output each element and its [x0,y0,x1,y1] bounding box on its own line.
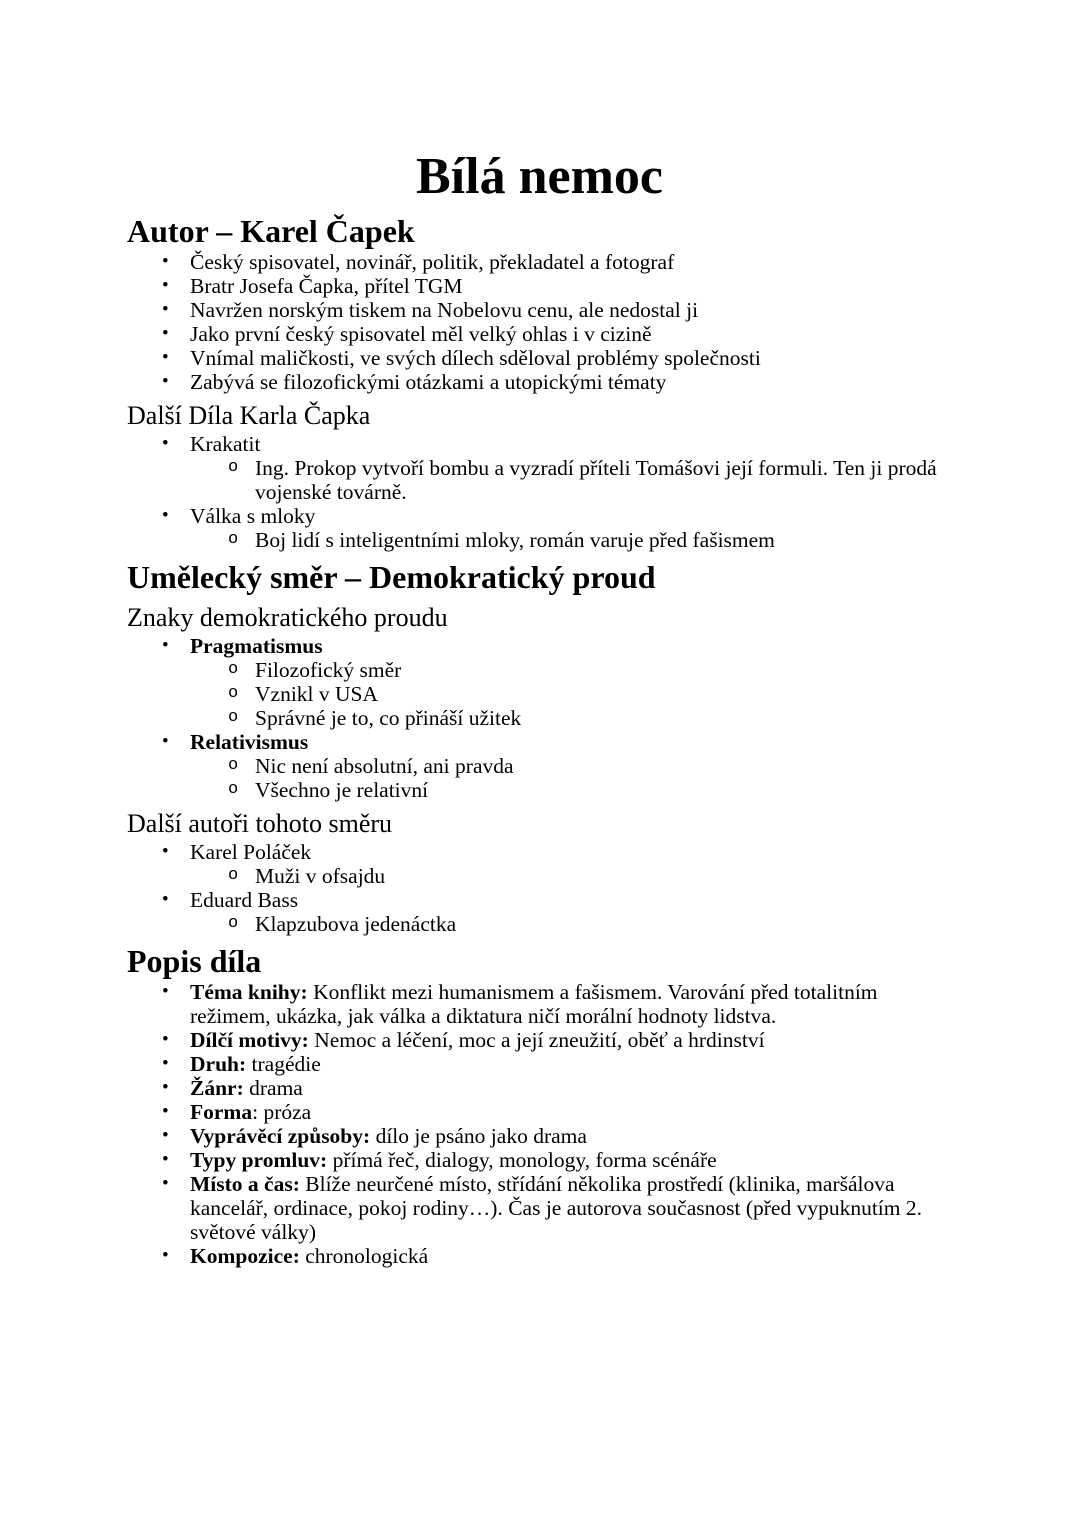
item-text: Nic není absolutní, ani pravda [255,754,514,778]
bullet-icon: • [162,371,169,392]
bullet-icon: • [162,347,169,368]
bullet-icon: • [162,1101,169,1122]
list-subitem [127,528,952,552]
item-label: Forma [190,1100,253,1124]
bullet-icon: • [162,1053,169,1074]
bullet-icon: • [162,1173,169,1194]
bullet-icon: • [162,731,169,752]
item-text: Bratr Josefa Čapka, přítel TGM [190,274,463,298]
item-label: Vyprávěcí způsoby: [190,1124,371,1148]
circle-icon: o [228,530,239,549]
bullet-icon: • [162,1029,169,1050]
item-text: přímá řeč, dialogy, monology, forma scénáře [327,1148,717,1172]
list-subitem [127,682,952,706]
list-item [127,1172,952,1244]
list-item [127,504,952,528]
item-text: drama [243,1076,303,1100]
list-item [127,432,952,456]
list-item [127,274,952,298]
item-text: Navržen norským tiskem na Nobelovu cenu, ale nedostal ji [190,298,699,322]
heading-popis-dila: Popis díla [127,943,262,979]
list-subitem [127,864,952,888]
list-item [127,322,952,346]
item-text: chronologická [299,1244,429,1268]
list-item [127,730,952,754]
list-subitem [127,456,952,504]
item-label: Žánr: [190,1076,244,1100]
item-text: Eduard Bass [190,888,299,912]
item-text: Vnímal maličkosti, ve svých dílech sděloval problémy společnosti [190,346,761,370]
item-text: Muži v ofsajdu [255,864,386,888]
list-item [127,888,952,912]
item-text: Klapzubova jedenáctka [255,912,457,936]
circle-icon: o [228,660,239,679]
item-text: Filozofický směr [255,658,402,682]
list-item [127,1100,952,1124]
item-text: Všechno je relativní [255,778,429,802]
item-text: Blíže neurčené místo, střídání několika prostředí (klinika, maršálova kancelář, ordinace, pokoj rodiny…). Čas je autorova současnost (před vypuknutím 2. světové války) [190,1172,923,1244]
item-text: Správné je to, co přináší užitek [255,706,522,730]
bullet-icon: • [162,299,169,320]
bullet-icon: • [162,981,169,1002]
circle-icon: o [228,780,239,799]
list-item [127,370,952,394]
list-item [127,346,952,370]
heading-umelecky-smer: Umělecký směr – Demokratický proud [127,559,656,595]
item-text: tragédie [246,1052,321,1076]
item-text: Karel Poláček [190,840,312,864]
heading-autor: Autor – Karel Čapek [127,213,415,249]
item-text: Nemoc a léčení, moc a její zneužití, oběť a hrdinství [308,1028,765,1052]
bullet-icon: • [162,1077,169,1098]
bullet-icon: • [162,505,169,526]
item-text: : próza [252,1100,312,1124]
subheading-dalsi-dila: Další Díla Karla Čapka [127,401,371,430]
bullet-icon: • [162,1125,169,1146]
list-item [127,1124,952,1148]
item-text: Konflikt mezi humanismem a fašismem. Varování před totalitním režimem, ukázka, jak válka a diktatura ničí morální hodnoty lidstva. [190,980,878,1028]
circle-icon: o [228,756,239,775]
list-item [127,298,952,322]
list-item [127,1244,952,1268]
bullet-icon: • [162,1245,169,1266]
list-subitem [127,778,952,802]
item-label: Místo a čas: [190,1172,300,1196]
bullet-icon: • [162,635,169,656]
circle-icon: o [228,708,239,727]
list-subitem [127,706,952,730]
list-subitem [127,658,952,682]
item-text: Ing. Prokop vytvoří bombu a vyzradí příteli Tomášovi její formuli. Ten ji prodá vojenské továrně. [255,456,937,504]
circle-icon: o [228,866,239,885]
list-item [127,980,952,1028]
subheading-dalsi-autori: Další autoři tohoto směru [127,809,393,838]
circle-icon: o [228,684,239,703]
list-item [127,840,952,864]
doc-title: Bílá nemoc [416,148,663,205]
item-text: Český spisovatel, novinář, politik, překladatel a fotograf [190,250,675,274]
item-label: Typy promluv: [190,1148,328,1172]
list-item [127,250,952,274]
item-text: Vznikl v USA [255,682,379,706]
bullet-icon: • [162,323,169,344]
item-label: Dílčí motivy: [190,1028,309,1052]
bullet-icon: • [162,1149,169,1170]
item-text: Válka s mloky [190,504,316,528]
bullet-icon: • [162,889,169,910]
item-label: Kompozice: [190,1244,300,1268]
item-label: Druh: [190,1052,247,1076]
list-item [127,634,952,658]
bullet-icon: • [162,275,169,296]
circle-icon: o [228,914,239,933]
item-text: Boj lidí s inteligentními mloky, román varuje před fašismem [255,528,775,552]
item-text: Krakatit [190,432,261,456]
item-label: Relativismus [190,730,309,754]
item-text: dílo je psáno jako drama [370,1124,587,1148]
list-item [127,1076,952,1100]
item-label: Téma knihy: [190,980,308,1004]
bullet-icon: • [162,433,169,454]
list-subitem [127,754,952,778]
item-text: Jako první český spisovatel měl velký ohlas i v cizině [190,322,652,346]
bullet-icon: • [162,251,169,272]
list-subitem [127,912,952,936]
list-item [127,1028,952,1052]
circle-icon: o [228,458,239,477]
subheading-znaky: Znaky demokratického proudu [127,603,448,632]
item-text: Zabývá se filozofickými otázkami a utopickými tématy [190,370,667,394]
item-label: Pragmatismus [190,634,323,658]
bullet-icon: • [162,841,169,862]
list-item [127,1052,952,1076]
list-item [127,1148,952,1172]
